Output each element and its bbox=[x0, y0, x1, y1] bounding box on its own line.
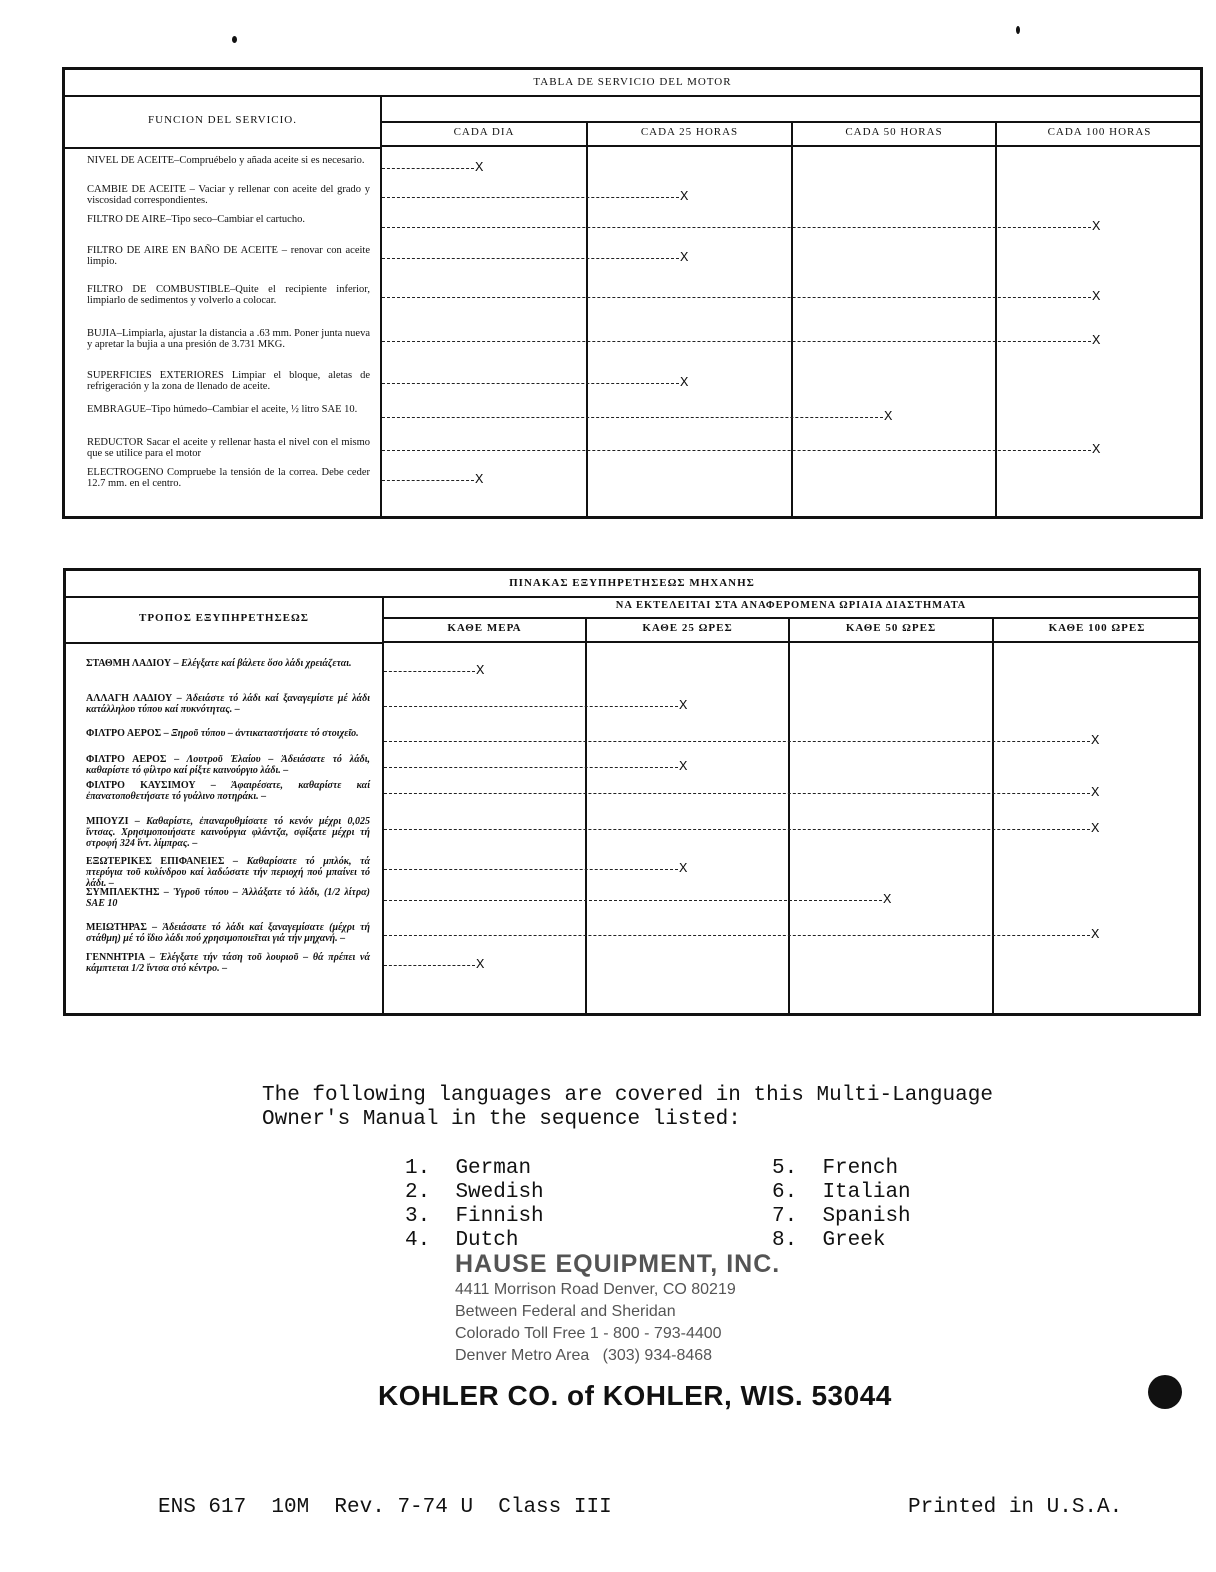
task-description: – Ὑγροῦ τύπου – Ἀλλάξατε τό λάδι, (1/2 λίτρα) SAE 10 bbox=[86, 887, 370, 909]
interval-x-mark: X bbox=[1092, 219, 1101, 235]
task-description: – Ελέγξατε καί βάλετε ὅσο λάδι χρειάζεται. bbox=[171, 658, 352, 669]
task-description: – Καθαρίστε, ἐπαναρυθμίσατε τό κενόν μέχρι 0,025 ἴντσας. Χρησιμοποιήσατε καινούργια φλάντζα, σφίξατε μέχρι τή στροφή 324 ἴντ. λίμπρας. – bbox=[86, 816, 370, 849]
interval-leader-line bbox=[382, 480, 474, 481]
interval-leader-line bbox=[384, 767, 678, 768]
task-description: –Quite el recipiente inferior, limpiarlo de sedimentos y volverlo a colocar. bbox=[87, 284, 370, 306]
header-divider bbox=[380, 145, 1200, 147]
task-description: – Ξηροῦ τύπου – ἀντικαταστήσατε τό στοιχεῖο. bbox=[161, 728, 359, 739]
spanish-service-table bbox=[62, 67, 1203, 519]
language-item: 3. Finnish bbox=[405, 1205, 544, 1228]
service-task bbox=[87, 245, 370, 267]
scan-speck bbox=[232, 36, 237, 43]
intro-line-2: Owner's Manual in the sequence listed: bbox=[262, 1108, 741, 1131]
dealer-toll-free: Colorado Toll Free 1 - 800 - 793-4400 bbox=[455, 1325, 722, 1342]
interval-leader-line bbox=[384, 671, 475, 672]
interval-leader-line bbox=[382, 383, 679, 384]
interval-x-mark: X bbox=[1091, 821, 1100, 837]
header-divider bbox=[382, 641, 1198, 643]
task-description: – Vaciar y rellenar con aceite del grado y viscosidad correspondientes. bbox=[87, 184, 370, 206]
task-name: ΓΕΝΝΗΤΡΙΑ bbox=[86, 952, 146, 963]
dealer-cross-streets: Between Federal and Sheridan bbox=[455, 1303, 676, 1320]
dealer-metro-phone: Denver Metro Area (303) 934-8468 bbox=[455, 1347, 713, 1364]
interval-leader-line bbox=[382, 197, 679, 198]
task-description: – Ἀφαιρέσατε, καθαρίστε καί ἐπανατοποθετήσατε τό γυάλινο ποτηράκι. – bbox=[86, 780, 370, 802]
interval-leader-line bbox=[384, 900, 882, 901]
task-name: ΕΞΩΤΕΡΙΚΕΣ ΕΠΙΦΑΝΕΙΕΣ bbox=[86, 856, 225, 867]
interval-leader-line bbox=[384, 935, 1090, 936]
interval-leader-line bbox=[382, 417, 883, 418]
column-header-25h: ΚΑΘΕ 25 ΩΡΕΣ bbox=[642, 622, 733, 634]
task-description: Limpiar el bloque, aletas de refrigeración y la zona de llenado de aceite. bbox=[87, 370, 370, 392]
interval-x-mark: X bbox=[680, 375, 689, 391]
interval-x-mark: X bbox=[1091, 927, 1100, 943]
task-description: – renovar con aceite limpio. bbox=[87, 245, 370, 267]
language-item: 1. German bbox=[405, 1157, 532, 1180]
interval-leader-line bbox=[384, 793, 1090, 794]
interval-leader-line bbox=[382, 258, 679, 259]
dealer-name: HAUSE EQUIPMENT, INC. bbox=[455, 1250, 781, 1278]
interval-leader-line bbox=[382, 227, 1091, 228]
interval-leader-line bbox=[382, 341, 1091, 342]
company-address: KOHLER CO. of KOHLER, WIS. 53044 bbox=[378, 1380, 892, 1411]
task-description: –Compruébelo y añada aceite si es necesario. bbox=[174, 155, 365, 166]
task-name: EMBRAGUE bbox=[87, 404, 146, 415]
service-task bbox=[86, 952, 370, 974]
task-name: FILTRO DE AIRE EN BAÑO DE ACEITE bbox=[87, 245, 278, 256]
column-header-50h: CADA 50 HORAS bbox=[845, 126, 943, 138]
task-name: REDUCTOR bbox=[87, 437, 144, 448]
task-name: ΑΛΛΑΓΗ ΛΑΔΙΟΥ bbox=[86, 693, 173, 704]
dealer-stamp bbox=[455, 1250, 795, 1367]
header-divider bbox=[380, 121, 1200, 123]
header-divider bbox=[382, 617, 1198, 619]
service-task bbox=[86, 856, 370, 889]
interval-x-mark: X bbox=[680, 250, 689, 266]
service-task bbox=[86, 780, 370, 802]
column-header-50h: ΚΑΘΕ 50 ΩΡΕΣ bbox=[845, 622, 937, 634]
interval-subheader: ΝΑ ΕΚΤΕΛΕΙΤΑΙ ΣΤΑ ΑΝΑΦΕΡΟΜΕΝΑ ΩΡΙΑΙΑ ΔΙΑΣΤΗΜΑΤΑ bbox=[615, 600, 967, 611]
service-task bbox=[87, 184, 370, 206]
interval-x-mark: X bbox=[1091, 733, 1100, 749]
service-task bbox=[87, 214, 370, 225]
service-task bbox=[87, 284, 370, 306]
interval-x-mark: X bbox=[679, 861, 688, 877]
task-description: Sacar el aceite y rellenar hasta el nivel con el mismo que se utilice para el motor bbox=[87, 437, 370, 459]
task-name: SUPERFICIES EXTERIORES bbox=[87, 370, 224, 381]
task-name: ΣΥΜΠΛΕΚΤΗΣ bbox=[86, 887, 160, 898]
interval-leader-line bbox=[384, 741, 1090, 742]
service-task bbox=[87, 328, 370, 350]
interval-x-mark: X bbox=[1092, 333, 1101, 349]
column-divider bbox=[992, 617, 994, 1013]
interval-x-mark: X bbox=[679, 759, 688, 775]
language-item: 6. Italian bbox=[772, 1181, 911, 1204]
interval-leader-line bbox=[382, 297, 1091, 298]
language-item: 8. Greek bbox=[772, 1229, 886, 1252]
interval-x-mark: X bbox=[476, 663, 485, 679]
service-task bbox=[87, 467, 370, 489]
task-name: ΦΙΛΤΡΟ ΑΕΡΟΣ bbox=[86, 754, 167, 765]
task-description: – Καθαρίσατε τό μπλόκ, τά πτερύγια τοῦ κυλίνδρου καί λαδώσατε τήν περιοχή πού μπαίνει τό λάδι. – bbox=[86, 856, 370, 889]
column-divider bbox=[791, 121, 793, 516]
languages-intro bbox=[262, 1084, 993, 1132]
task-description: – Ἀδειάσατε τό λάδι καί ξαναγεμίσατε (μέχρι τή στάθμη) μέ τό ἴδιο λάδι πού χρησιμοποιεῖται γιά τήν μηχανή. – bbox=[86, 922, 370, 944]
column-divider bbox=[995, 121, 997, 516]
service-task bbox=[86, 728, 370, 739]
service-task bbox=[86, 754, 370, 776]
task-name: FILTRO DE COMBUSTIBLE bbox=[87, 284, 231, 295]
service-task bbox=[87, 155, 370, 166]
footer-publication-code: ENS 617 10M Rev. 7-74 U Class III bbox=[158, 1496, 612, 1519]
language-item: 4. Dutch bbox=[405, 1229, 519, 1252]
interval-leader-line bbox=[382, 450, 1091, 451]
interval-leader-line bbox=[384, 965, 475, 966]
task-name: NIVEL DE ACEITE bbox=[87, 155, 175, 166]
task-name: ΜΠΟΥΖΙ bbox=[86, 816, 129, 827]
dealer-address: 4411 Morrison Road Denver, CO 80219 bbox=[455, 1281, 736, 1298]
interval-leader-line bbox=[384, 829, 1090, 830]
task-description: –Tipo húmedo–Cambiar el aceite, ½ litro SAE 10. bbox=[145, 404, 358, 415]
footer-printed-in: Printed in U.S.A. bbox=[908, 1496, 1123, 1519]
interval-x-mark: X bbox=[1092, 442, 1101, 458]
interval-x-mark: X bbox=[1091, 785, 1100, 801]
task-name: ELECTROGENO bbox=[87, 467, 164, 478]
task-name: BUJIA bbox=[87, 328, 117, 339]
language-item: 5. French bbox=[772, 1157, 899, 1180]
function-header: ΤΡΟΠΟΣ ΕΞΥΠΗΡΕΤΗΣΕΩΣ bbox=[66, 596, 382, 644]
column-header-daily: ΚΑΘΕ ΜΕΡΑ bbox=[447, 622, 522, 634]
column-header-25h: CADA 25 HORAS bbox=[640, 126, 739, 138]
scan-speck bbox=[1016, 26, 1020, 34]
greek-service-table bbox=[63, 568, 1201, 1016]
interval-x-mark: X bbox=[680, 189, 689, 205]
intro-line-1: The following languages are covered in this Multi-Language bbox=[262, 1084, 993, 1107]
task-description: – Ἐλέγξατε τήν τάση τοῦ λουριοῦ – θά πρέπει νά κάμπτεται 1/2 ἴντσα στό κέντρο. – bbox=[86, 952, 370, 974]
task-name: ΦΙΛΤΡΟ ΑΕΡΟΣ bbox=[86, 728, 162, 739]
column-header-100h: CADA 100 HORAS bbox=[1047, 126, 1152, 138]
service-task bbox=[86, 693, 370, 715]
interval-leader-line bbox=[384, 706, 678, 707]
interval-x-mark: X bbox=[475, 160, 484, 176]
service-task bbox=[86, 816, 370, 849]
task-name: ΦΙΛΤΡΟ ΚΑΥΣΙΜΟΥ bbox=[86, 780, 196, 791]
column-divider bbox=[586, 121, 588, 516]
function-header: FUNCION DEL SERVICIO. bbox=[65, 95, 380, 149]
service-task bbox=[87, 437, 370, 459]
interval-leader-line bbox=[382, 168, 474, 169]
interval-x-mark: X bbox=[883, 892, 892, 908]
task-description: – Ἀδειάστε τό λάδι καί ξαναγεμίστε μέ λάδι κατάλληλου τύπου καί πυκνότητας. – bbox=[86, 693, 370, 715]
interval-x-mark: X bbox=[476, 957, 485, 973]
column-header-daily: CADA DIA bbox=[453, 126, 515, 138]
interval-x-mark: X bbox=[679, 698, 688, 714]
service-task bbox=[86, 658, 370, 669]
task-name: FILTRO DE AIRE bbox=[87, 214, 166, 225]
column-divider bbox=[585, 617, 587, 1013]
column-header-100h: ΚΑΘΕ 100 ΩΡΕΣ bbox=[1048, 622, 1146, 634]
interval-x-mark: X bbox=[475, 472, 484, 488]
interval-leader-line bbox=[384, 869, 678, 870]
interval-x-mark: X bbox=[884, 409, 893, 425]
service-task bbox=[86, 887, 370, 909]
task-name: ΣΤΑΘΜΗ ΛΑΔΙΟΥ bbox=[86, 658, 172, 669]
service-task bbox=[87, 370, 370, 392]
column-divider bbox=[788, 617, 790, 1013]
task-description: Compruebe la tensión de la correa. Debe ceder 12.7 mm. en el centro. bbox=[87, 467, 370, 489]
task-description: –Limpiarla, ajustar la distancia a .63 mm. Poner junta nueva y apretar la bujia a una presión de 3.731 MKG. bbox=[87, 328, 370, 350]
language-item: 7. Spanish bbox=[772, 1205, 911, 1228]
task-name: ΜΕΙΩΤΗΡΑΣ bbox=[86, 922, 147, 933]
interval-x-mark: X bbox=[1092, 289, 1101, 305]
table-title: TABLA DE SERVICIO DEL MOTOR bbox=[65, 70, 1200, 97]
punch-hole bbox=[1148, 1375, 1182, 1409]
service-task bbox=[86, 922, 370, 944]
task-description: – Λουτροῦ Ἐλαίου – Ἀδειάσατε τό λάδι, καθαρίστε τό φίλτρο καί ρίξτε καινούργιο λάδι. – bbox=[86, 754, 371, 776]
table-title: ΠΙΝΑΚΑΣ ΕΞΥΠΗΡΕΤΗΣΕΩΣ ΜΗΧΑΝΗΣ bbox=[66, 571, 1198, 598]
task-name: CAMBIE DE ACEITE bbox=[87, 184, 186, 195]
task-description: –Tipo seco–Cambiar el cartucho. bbox=[165, 214, 305, 225]
language-item: 2. Swedish bbox=[405, 1181, 544, 1204]
service-task bbox=[87, 404, 370, 415]
